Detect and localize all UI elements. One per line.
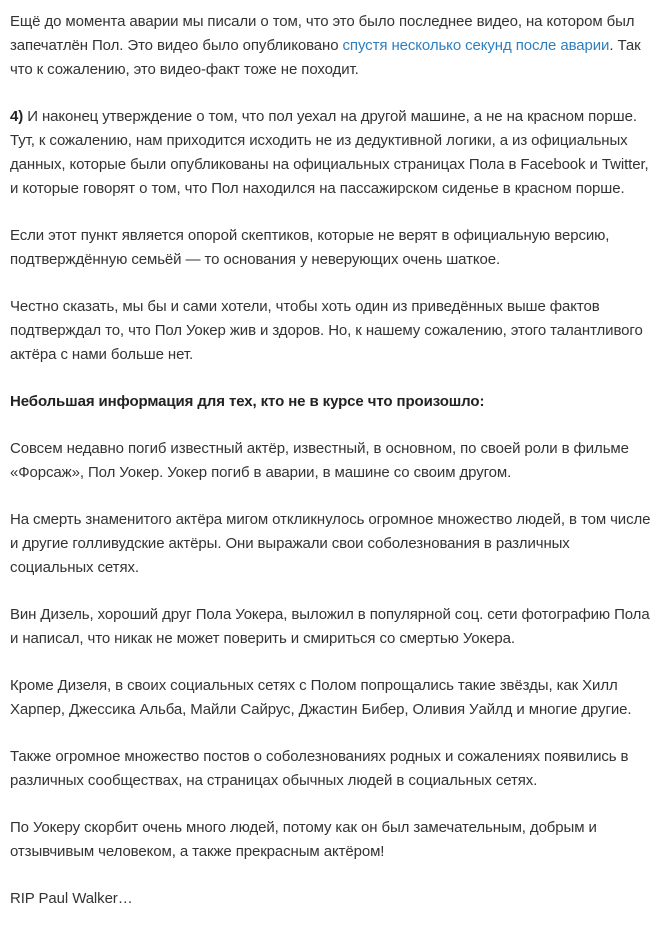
video-after-crash-link[interactable]: спустя несколько секунд после аварии [342, 37, 610, 54]
paragraph-vin-diesel: Вин Дизель, хороший друг Пола Уокера, выложил в популярной соц. сети фотографию Пола и написал, что никак не может поверить и смириться со смертью Уокера. [10, 606, 650, 647]
paragraph-video-fact-text: Ещё до момента аварии мы писали о том, что это было последнее видео, на котором был запечатлён Пол. Это видео было опубликовано [10, 13, 635, 54]
paragraph-mourning: По Уокеру скорбит очень много людей, потому как он был замечательным, добрым и отзывчивым человеком, а также прекрасным актёром! [10, 819, 597, 860]
paragraph-death-news: Совсем недавно погиб известный актёр, известный, в основном, по своей роли в фильме «Форсаж», Пол Уокер. Уокер погиб в аварии, в машине со своим другом. [10, 440, 629, 481]
paragraph-video-fact [10, 10, 656, 82]
paragraph-point-4 [10, 105, 656, 201]
article-body [10, 10, 656, 911]
paragraph-point-4-text: И наконец утверждение о том, что пол уехал на другой машине, а не на красном порше. Тут, к сожалению, нам приходится исходить не из дедуктивной логики, а из официальных данных, которые были опубликованы на официальных страницах Пола в Facebook и Twitter, и которые говорят о том, что Пол находился на пассажирском сиденье в красном порше. [10, 108, 649, 197]
paragraph-posts: Также огромное множество постов о соболезнованиях родных и сожалениях появились в различных сообществах, на страницах обычных людей в социальных сетях. [10, 748, 629, 789]
paragraph-stars: Кроме Дизеля, в своих социальных сетях с Полом попрощались такие звёзды, как Хилл Харпер, Джессика Альба, Майли Сайрус, Джастин Бибер, Оливия Уайлд и многие другие. [10, 677, 632, 718]
paragraph-video-fact-tail: . Так что к сожалению, это видео-факт тоже не походит. [10, 37, 641, 78]
point-number: 4) [10, 108, 24, 125]
section-heading-text: Небольшая информация для тех, кто не в курсе что произошло: [10, 393, 485, 410]
paragraph-honestly: Честно сказать, мы бы и сами хотели, чтобы хоть один из приведённых выше фактов подтверждал то, что Пол Уокер жив и здоров. Но, к нашему сожалению, этого талантливого актёра с нами больше нет. [10, 298, 643, 363]
section-heading [10, 390, 656, 414]
paragraph-reaction: На смерть знаменитого актёра мигом откликнулось огромное множество людей, в том числе и другие голливудские актёры. Они выражали свои соболезнования в различных социальных сетях. [10, 511, 651, 576]
paragraph-skeptics: Если этот пункт является опорой скептиков, которые не верят в официальную версию, подтверждённую семьёй — то основания у неверующих очень шаткое. [10, 227, 610, 268]
paragraph-rip: RIP Paul Walker… [10, 890, 133, 907]
